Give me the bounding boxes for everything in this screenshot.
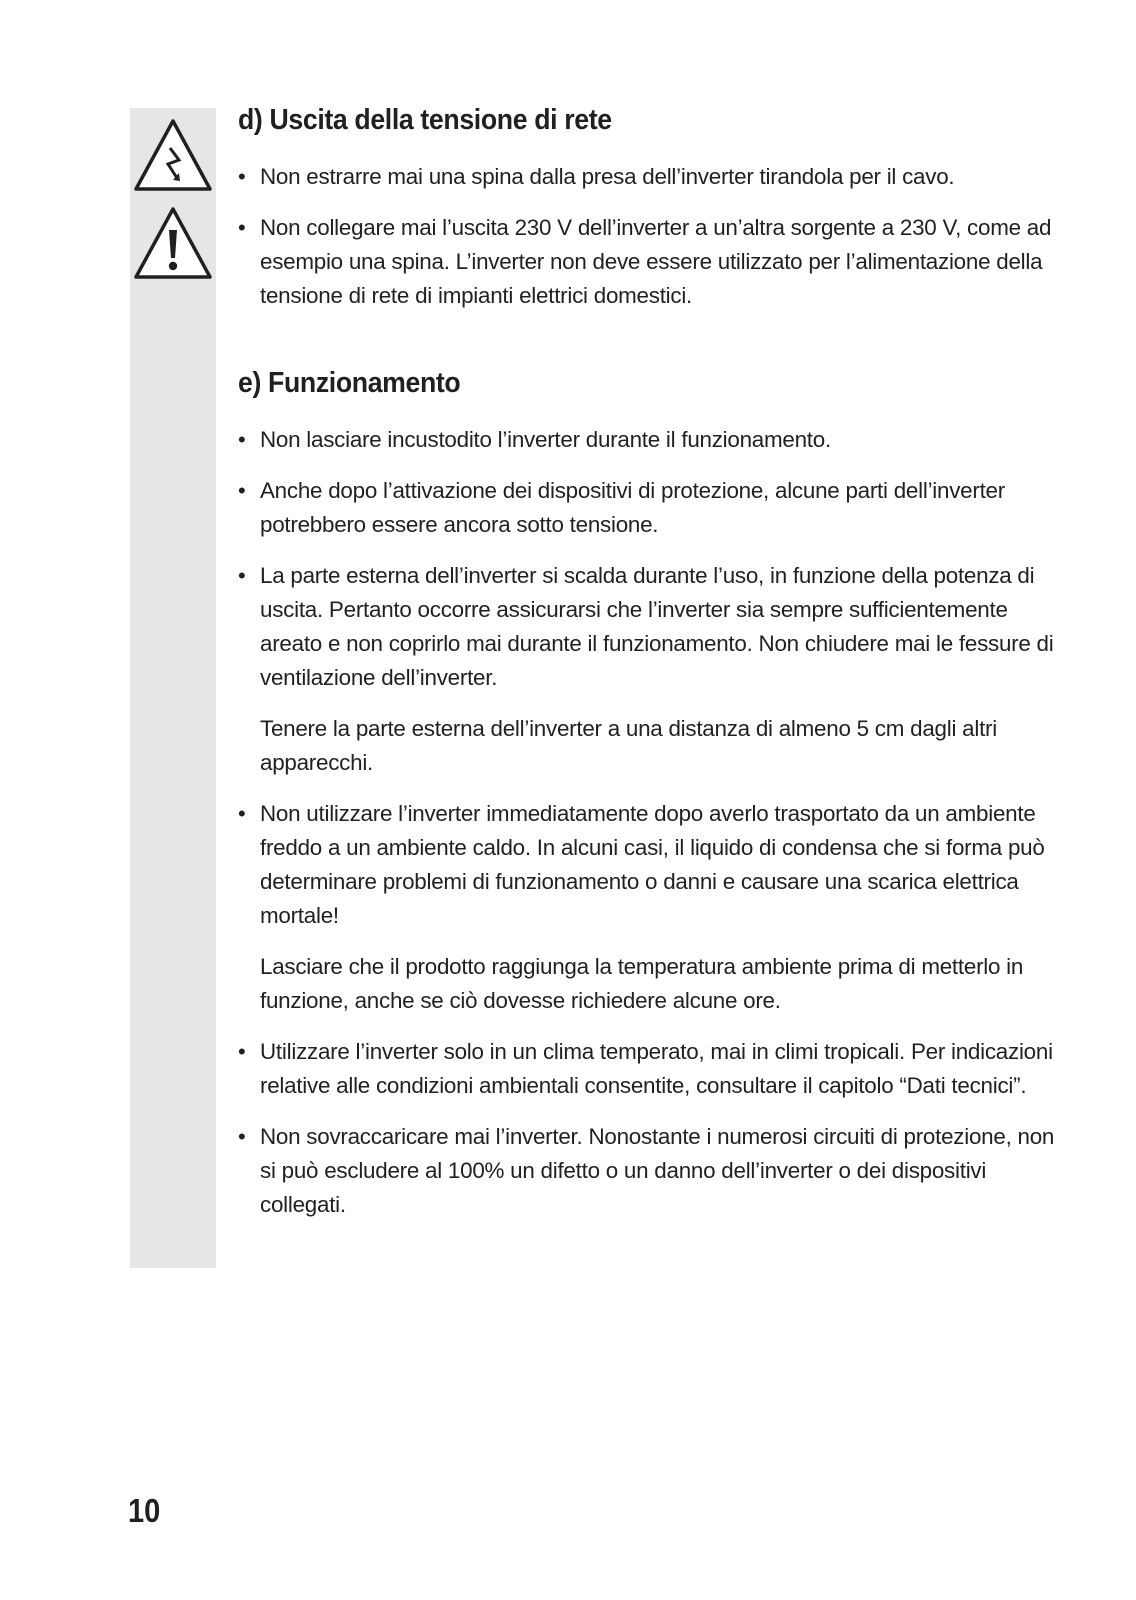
bullet-marker: • — [238, 563, 246, 588]
list-item — [238, 559, 1060, 780]
list-item — [238, 1035, 1060, 1103]
section-funzionamento — [238, 363, 1060, 1222]
bullet-list — [238, 423, 1060, 1222]
section-uscita-tensione — [238, 100, 1060, 313]
main-content — [238, 100, 1060, 1239]
bullet-marker: • — [238, 478, 246, 503]
list-item-text: Non collegare mai l’uscita 230 V dell’inverter a un’altra sorgente a 230 V, come ad esempio una spina. L’inverter non deve essere utilizzato per l’alimentazione della tensione di rete di impianti elettrici domestici. — [260, 215, 1052, 308]
list-item — [238, 474, 1060, 542]
list-item-text: La parte esterna dell’inverter si scalda durante l’uso, in funzione della potenza di uscita. Pertanto occorre assicurarsi che l’inverter sia sempre sufficientemente areato e non coprirlo mai durante il funzionamento. Non chiudere mai le fessure di ventilazione dell’inverter. — [260, 563, 1054, 690]
bullet-marker: • — [238, 215, 246, 240]
bullet-marker: • — [238, 427, 246, 452]
list-item — [238, 423, 1060, 457]
page-number: 10 — [128, 1492, 161, 1529]
list-item-text: Non lasciare incustodito l’inverter durante il funzionamento. — [260, 427, 831, 452]
list-item-text: Non sovraccaricare mai l’inverter. Nonostante i numerosi circuiti di protezione, non si può escludere al 100% un difetto o un danno dell’inverter o dei dispositivi collegati. — [260, 1124, 1055, 1217]
list-item-text: Non estrarre mai una spina dalla presa dell’inverter tirandola per il cavo. — [260, 164, 955, 189]
list-item-text: Anche dopo l’attivazione dei dispositivi di protezione, alcune parti dell’inverter potrebbero essere ancora sotto tensione. — [260, 478, 1005, 537]
bullet-list — [238, 160, 1060, 313]
caution-exclamation-icon — [133, 206, 213, 280]
section-title: e) Funzionamento — [238, 367, 461, 399]
list-item-text: Utilizzare l’inverter solo in un clima temperato, mai in climi tropicali. Per indicazioni relative alle condizioni ambientali consentite, consultare il capitolo “Dati tecnici”. — [260, 1039, 1053, 1098]
high-voltage-warning-icon — [133, 118, 213, 192]
section-title: d) Uscita della tensione di rete — [238, 104, 612, 136]
bullet-marker: • — [238, 164, 246, 189]
list-item-text: Non utilizzare l’inverter immediatamente dopo averlo trasportato da un ambiente freddo a un ambiente caldo. In alcuni casi, il liquido di condensa che si forma può determinare problemi di funzionamento o danni e causare una scarica elettrica mortale! — [260, 801, 1045, 928]
list-item — [238, 797, 1060, 1018]
list-item — [238, 211, 1060, 313]
list-item — [238, 160, 1060, 194]
bullet-marker: • — [238, 801, 246, 826]
bullet-marker: • — [238, 1124, 246, 1149]
bullet-marker: • — [238, 1039, 246, 1064]
list-item-note: Lasciare che il prodotto raggiunga la temperatura ambiente prima di metterlo in funzione, anche se ciò dovesse richiedere alcune ore. — [260, 954, 1024, 1013]
warning-sidebar — [130, 108, 216, 1268]
list-item-note: Tenere la parte esterna dell’inverter a una distanza di almeno 5 cm dagli altri apparecchi. — [260, 716, 997, 775]
list-item — [238, 1120, 1060, 1222]
